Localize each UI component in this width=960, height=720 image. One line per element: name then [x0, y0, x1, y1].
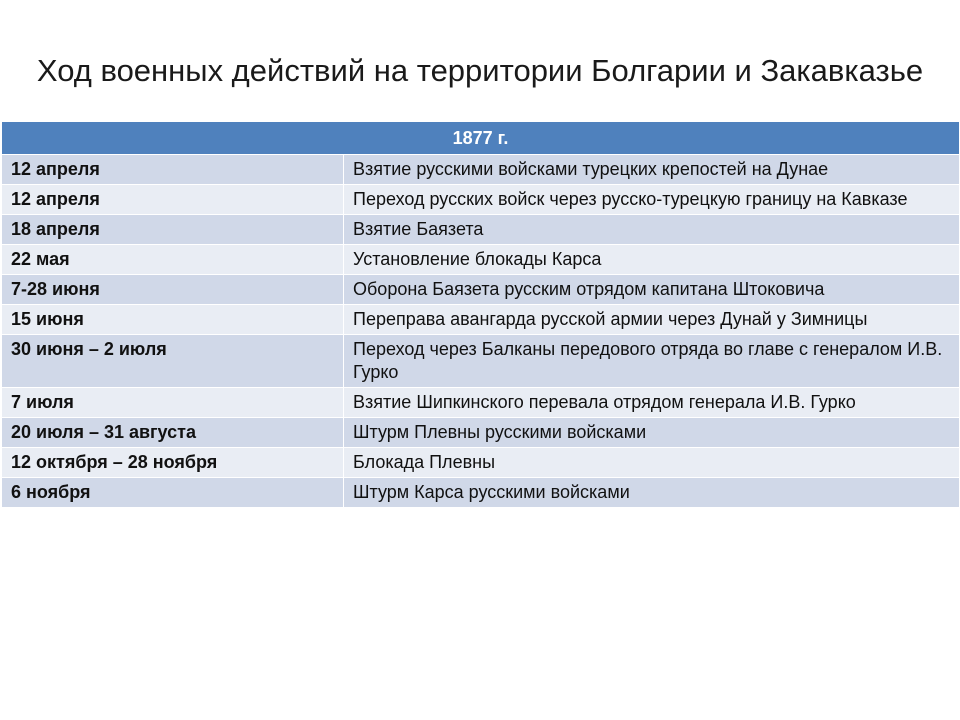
event-cell: Переход через Балканы передового отряда во главе с генералом И.В. Гурко — [344, 335, 960, 388]
year-header: 1877 г. — [2, 122, 960, 155]
event-cell: Штурм Плевны русскими войсками — [344, 418, 960, 448]
event-cell: Блокада Плевны — [344, 448, 960, 478]
event-cell: Оборона Баязета русским отрядом капитана Штоковича — [344, 275, 960, 305]
table-header-row — [2, 122, 960, 155]
table-row — [2, 388, 960, 418]
date-cell: 20 июля – 31 августа — [2, 418, 344, 448]
date-cell: 7-28 июня — [2, 275, 344, 305]
event-cell: Переправа авангарда русской армии через Дунай у Зимницы — [344, 305, 960, 335]
table-row — [2, 215, 960, 245]
table-row — [2, 478, 960, 508]
date-cell: 7 июля — [2, 388, 344, 418]
date-cell: 12 апреля — [2, 185, 344, 215]
table-row — [2, 418, 960, 448]
date-cell: 6 ноября — [2, 478, 344, 508]
table-row — [2, 245, 960, 275]
table-row — [2, 185, 960, 215]
date-cell: 15 июня — [2, 305, 344, 335]
event-cell: Штурм Карса русскими войсками — [344, 478, 960, 508]
date-cell: 18 апреля — [2, 215, 344, 245]
table-row — [2, 448, 960, 478]
event-cell: Взятие Баязета — [344, 215, 960, 245]
table-row — [2, 335, 960, 388]
event-cell: Переход русских войск через русско-турецкую границу на Кавказе — [344, 185, 960, 215]
event-cell: Взятие русскими войсками турецких крепостей на Дунае — [344, 155, 960, 185]
slide-title: Ход военных действий на территории Болгарии и Закавказье — [36, 53, 924, 88]
event-cell: Установление блокады Карса — [344, 245, 960, 275]
table-row — [2, 305, 960, 335]
events-table — [1, 121, 960, 508]
table-row — [2, 275, 960, 305]
date-cell: 12 октября – 28 ноября — [2, 448, 344, 478]
event-cell: Взятие Шипкинского перевала отрядом генерала И.В. Гурко — [344, 388, 960, 418]
date-cell: 12 апреля — [2, 155, 344, 185]
date-cell: 22 мая — [2, 245, 344, 275]
date-cell: 30 июня – 2 июля — [2, 335, 344, 388]
table-row — [2, 155, 960, 185]
